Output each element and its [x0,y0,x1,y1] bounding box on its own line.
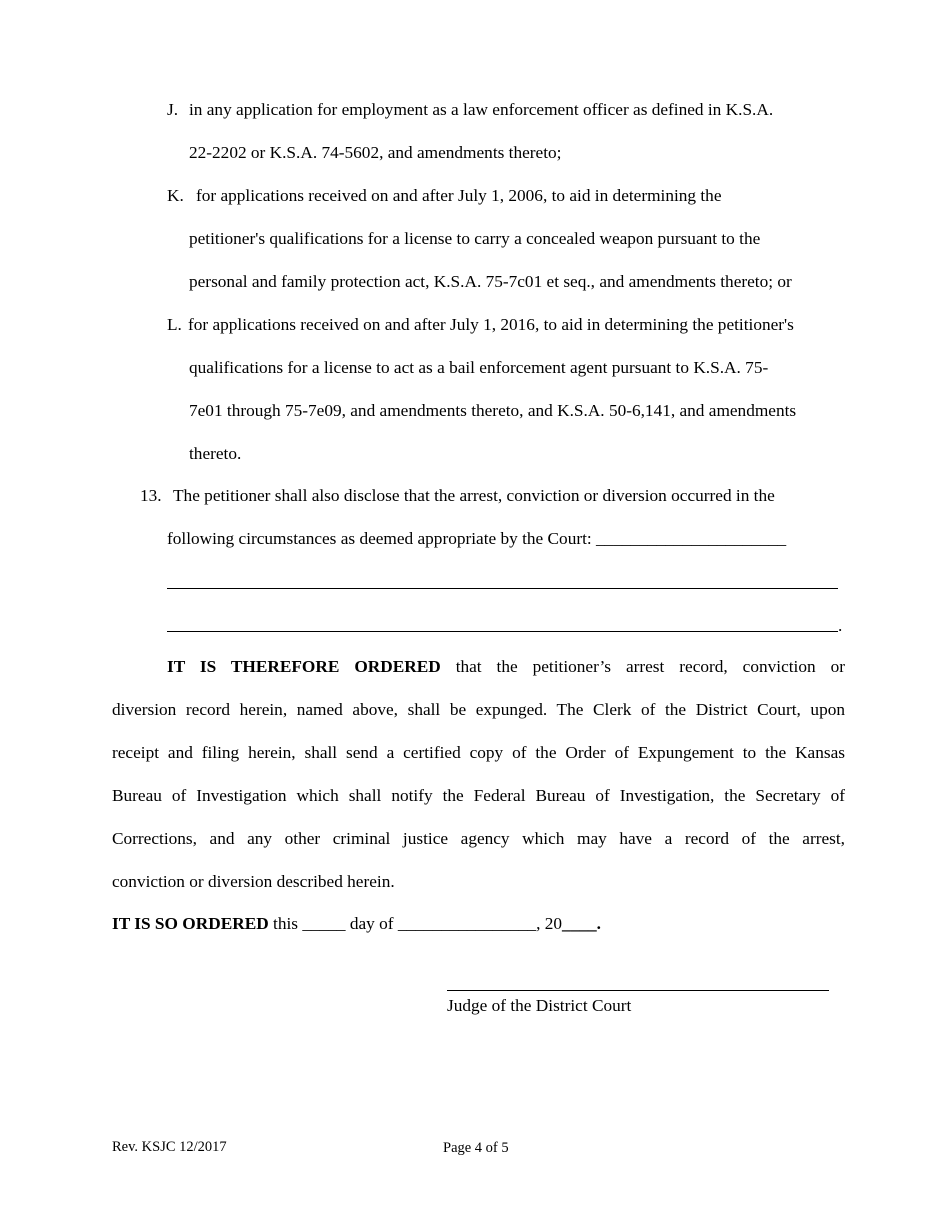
item-13-line-2-text: following circumstances as deemed appropriate by the Court: [167,529,592,548]
item-j-marker: J. [167,100,179,119]
signature-line[interactable] [447,990,829,991]
circumstances-blank-inline[interactable]: ______________________ [596,529,787,548]
so-ordered-line [112,914,601,934]
signature-label: Judge of the District Court [447,996,632,1015]
so-ordered-bold-lead: IT IS SO ORDERED [112,914,269,933]
order-paragraph-line-2: diversion record herein, named above, shall be expunged. The Clerk of the District Court, upon [112,700,845,719]
circumstances-blank-line-2[interactable] [167,631,838,632]
circumstances-end-period: . [838,616,843,635]
item-13-line-1: The petitioner shall also disclose that the arrest, conviction or diversion occurred in the [173,486,775,505]
order-paragraph-line-1 [167,657,845,677]
order-line-1-rest: that the petitioner’s arrest record, conviction or [455,657,845,676]
item-l-line-3: 7e01 through 75-7e09, and amendments thereto, and K.S.A. 50-6,141, and amendments [189,401,797,420]
order-paragraph-line-6: conviction or diversion described herein. [112,872,395,891]
order-bold-lead: IT IS THEREFORE ORDERED [167,657,441,676]
item-l-line-2: qualifications for a license to act as a bail enforcement agent pursuant to K.S.A. 75- [189,358,769,377]
item-k-line-3: personal and family protection act, K.S.A. 75-7c01 et seq., and amendments thereto; or [189,272,792,291]
order-paragraph-line-3: receipt and filing herein, shall send a certified copy of the Order of Expungement to the Kansas [112,743,845,762]
item-j-line-1: in any application for employment as a law enforcement officer as defined in K.S.A. [189,100,774,119]
footer-revision: Rev. KSJC 12/2017 [112,1139,227,1155]
item-k-line-1: for applications received on and after July 1, 2006, to aid in determining the [196,186,722,205]
so-ordered-period: . [596,914,601,933]
item-13-number: 13. [140,486,162,505]
item-l-line-4: thereto. [189,444,242,463]
so-ordered-day-of: day of [349,914,394,933]
footer-page-number: Page 4 of 5 [443,1140,509,1156]
year-prefix: , 20 [536,914,563,933]
item-13-line-2 [167,529,786,549]
so-ordered-this: this [273,914,299,933]
month-blank[interactable]: ________________ [397,914,537,933]
item-l-marker: L. [167,315,182,334]
item-l-line-1: for applications received on and after July 1, 2016, to aid in determining the petitioner's [188,315,794,334]
day-blank[interactable]: _____ [302,914,346,933]
order-paragraph-line-4: Bureau of Investigation which shall notify the Federal Bureau of Investigation, the Secretary of [112,786,845,805]
order-paragraph-line-5: Corrections, and any other criminal justice agency which may have a record of the arrest, [112,829,845,848]
item-j-line-2: 22-2202 or K.S.A. 74-5602, and amendments thereto; [189,143,562,162]
year-blank[interactable]: ____ [562,914,597,933]
item-k-line-2: petitioner's qualifications for a license to carry a concealed weapon pursuant to the [189,229,761,248]
item-k-marker: K. [167,186,184,205]
circumstances-blank-line-1[interactable] [167,588,838,589]
